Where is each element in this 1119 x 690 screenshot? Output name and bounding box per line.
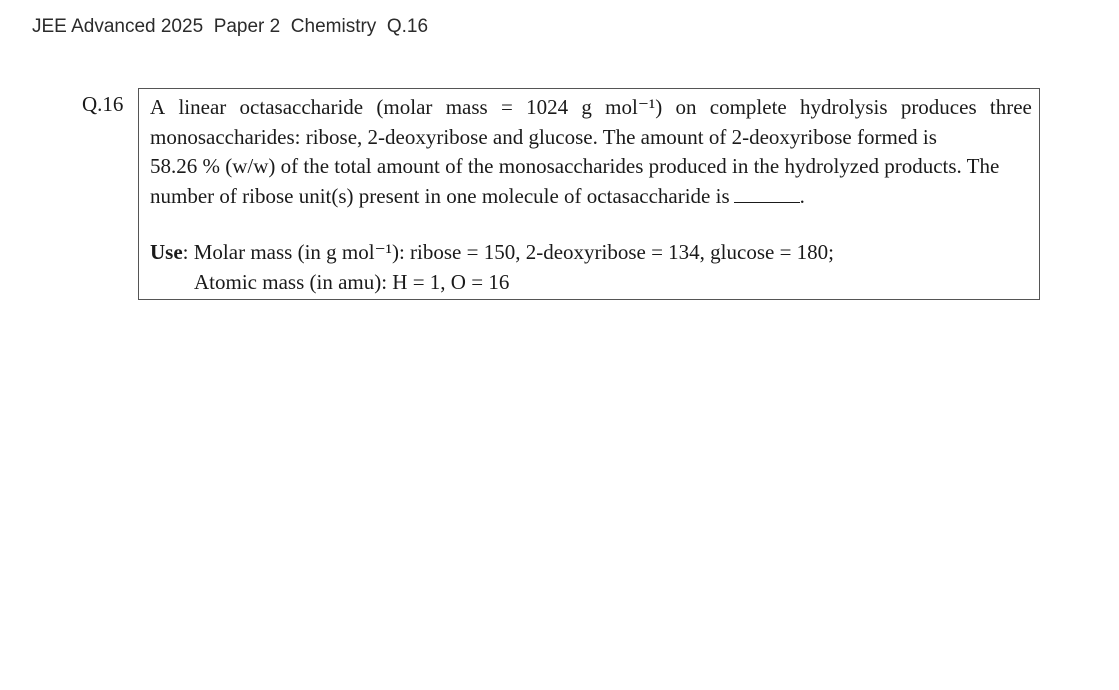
question-line-4-text: number of ribose unit(s) present in one molecule of octasaccharide is <box>150 183 730 208</box>
question-line-1-word: three <box>989 95 1032 119</box>
question-line-1-word: mol⁻¹) <box>605 95 663 119</box>
question-line-3: 58.26 % (w/w) of the total amount of the monosaccharides produced in the hydrolyzed products. The <box>150 154 1000 178</box>
use-line-1-text: : Molar mass (in g mol⁻¹): ribose = 150, 2-deoxyribose = 134, glucose = 180; <box>182 240 834 264</box>
question-line-1-word: = <box>500 95 513 119</box>
question-line-1-word: A <box>150 95 166 119</box>
question-text <box>150 93 1032 211</box>
use-block <box>150 238 1032 297</box>
question-line-1-word: mass <box>445 95 488 119</box>
question-line-1-word: linear <box>178 95 227 119</box>
use-line-2: Atomic mass (in amu): H = 1, O = 16 <box>194 269 510 294</box>
question-box <box>138 88 1040 300</box>
answer-blank <box>734 184 800 203</box>
question-line-1-word: hydrolysis <box>800 95 888 119</box>
question-line-1-word: 1024 <box>526 95 569 119</box>
question-line-1-word: on <box>675 95 697 119</box>
question-line-1 <box>150 93 1032 123</box>
question-line-1-word: produces <box>900 95 977 119</box>
question-line-1-word: octasaccharide <box>239 95 364 119</box>
question-number: Q.16 <box>82 92 124 116</box>
question-line-1-word: g <box>581 95 592 119</box>
question-line-1-word: complete <box>709 95 787 119</box>
blank-suffix: . <box>799 183 805 208</box>
question-line-2: monosaccharides: ribose, 2-deoxyribose and glucose. The amount of 2-deoxyribose formed is <box>150 124 937 149</box>
use-line-1 <box>150 238 1032 268</box>
question-line-4 <box>150 182 1032 212</box>
use-label: Use <box>150 240 183 264</box>
page-title: JEE Advanced 2025 Paper 2 Chemistry Q.16 <box>32 16 429 37</box>
question-line-1-word: (molar <box>376 95 433 119</box>
